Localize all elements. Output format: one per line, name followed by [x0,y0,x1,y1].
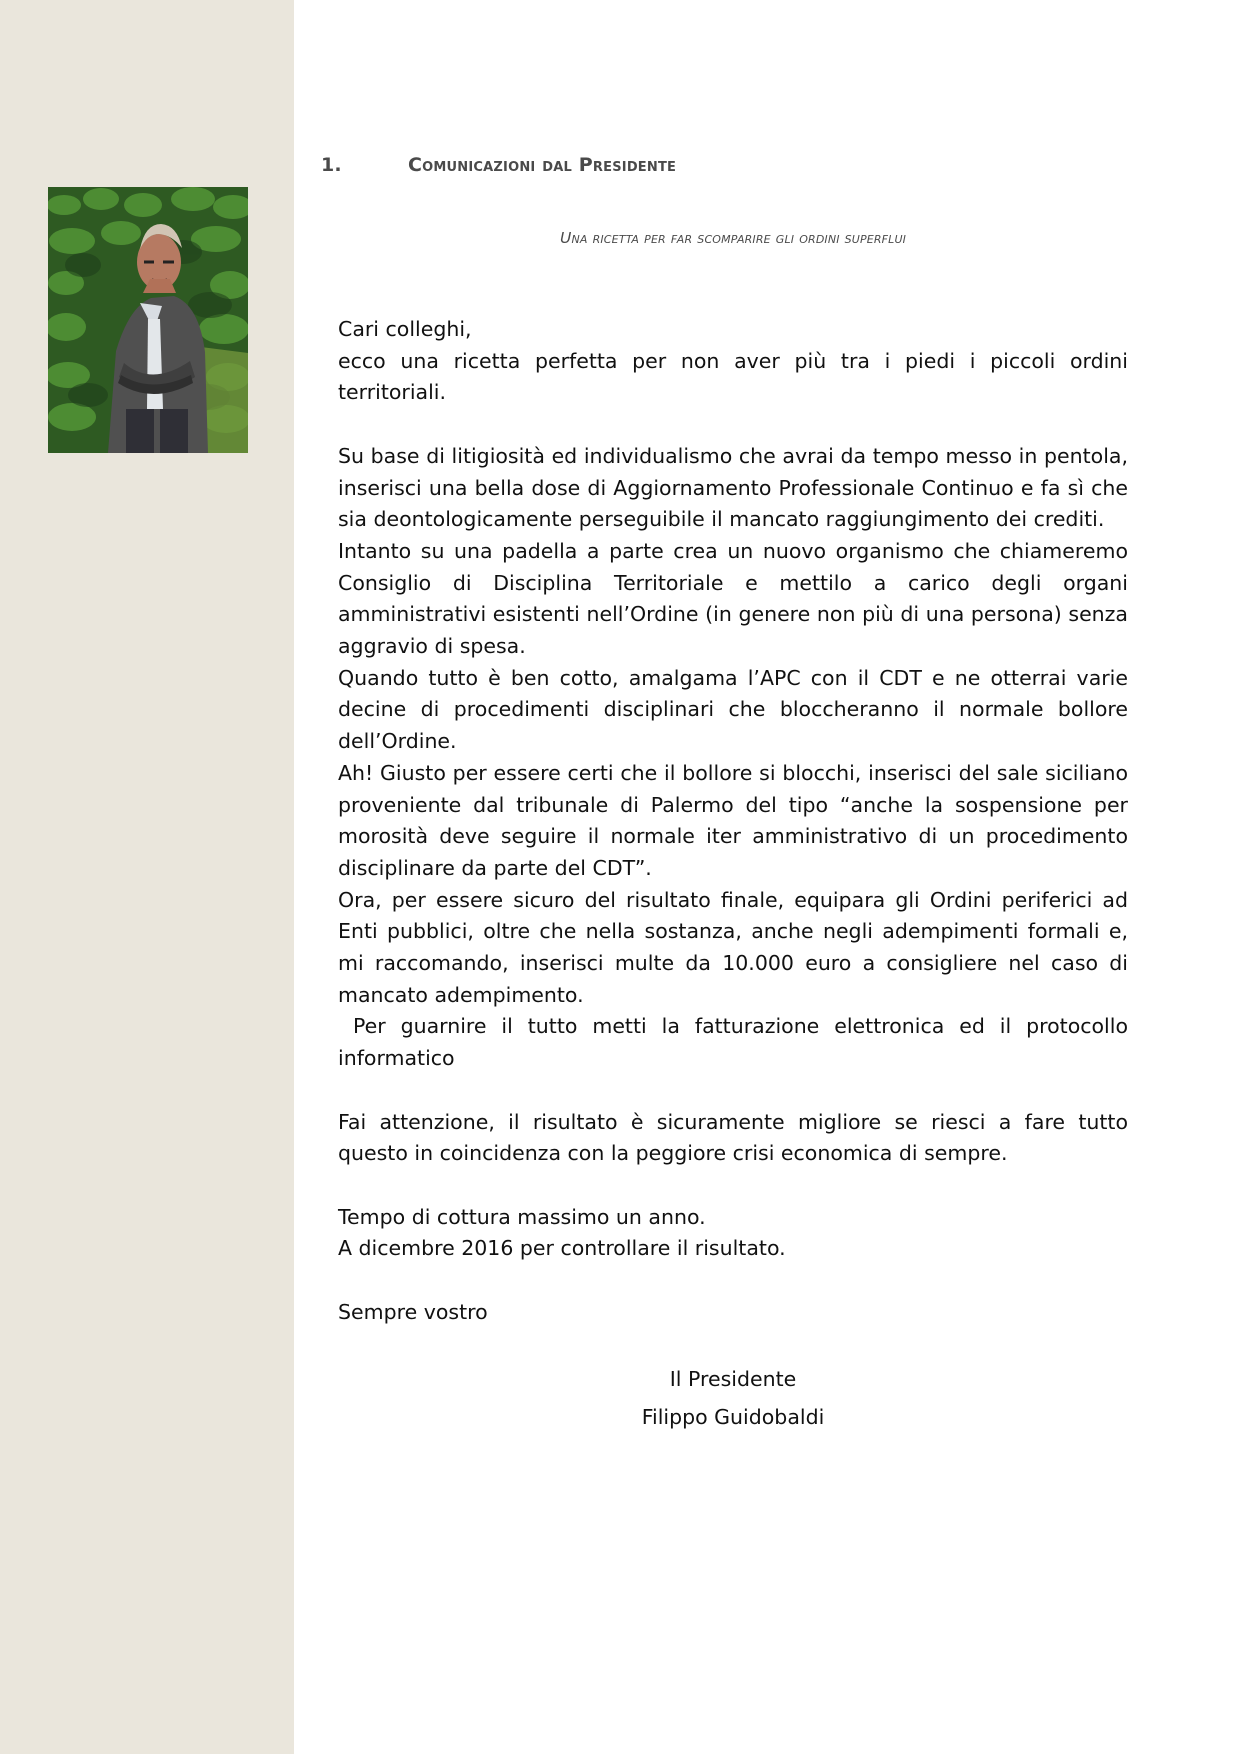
recipe-paragraph-three: Quando tutto è ben cotto, amalgama l’APC con il CDT e ne otterrai varie decine di procedimenti disciplinari che bloccheranno il normale bollore dell’Ordine. [338,665,1128,754]
section-number: 1. [321,154,342,176]
section-title: Comunicazioni dal Presidente [408,154,677,176]
president-photo [48,187,248,453]
signature-role: Il Presidente [669,1367,797,1392]
recipe-paragraph-five: Ora, per essere sicuro del risultato finale, equipara gli Ordini periferici ad Enti pubblici, oltre che nella sostanza, anche negli adempimenti formali e, mi raccomando, inserisci multe da 10.000 euro a consigliere nel caso di mancato adempimento. [338,887,1128,1007]
recipe-paragraph-six: Per guarnire il tutto metti la fatturazione elettronica ed il protocollo informatico [338,1014,1135,1071]
presidential-letter [338,314,1135,1436]
article-title [338,225,1128,251]
letter-intro: ecco una ricetta perfetta per non aver più tra i piedi i piccoli ordini territoriali. [338,348,1128,405]
result-check: A dicembre 2016 per controllare il risultato. [338,1236,786,1261]
recipe-paragraph-two: Intanto su una padella a parte crea un nuovo organismo che chiameremo Consiglio di Disciplina Territoriale e mettilo a carico degli organi amministrativi esistenti nell’Ordine (in genere non più di una persona) senza aggravio di spesa. [338,538,1128,659]
letter-warning: Fai attenzione, il risultato è sicuramente migliore se riesci a fare tutto questo in coincidenza con la peggiore crisi economica di sempre. [338,1109,1128,1166]
letter-greeting: Cari colleghi, [338,317,472,341]
signature-block [338,1360,1128,1436]
section-heading [321,152,1121,178]
article-title-text: Una ricetta per far scomparire gli ordini superflui [559,229,907,247]
president-photo-illustration [48,187,248,453]
recipe-paragraph-one: Su base di litigiosità ed individualismo che avrai da tempo messo in pentola, inserisci una bella dose di Aggiornamento Professionale Continuo e fa sì che sia deontologicamente perseguibile il mancato raggiungimento dei crediti. [338,443,1128,532]
recipe-paragraph-four: Ah! Giusto per essere certi che il bollore si blocchi, inserisci del sale siciliano proveniente dal tribunale di Palermo del tipo “anche la sospensione per morosità deve seguire il normale iter amministrativo di un procedimento disciplinare da parte del CDT”. [338,760,1128,880]
cooking-time: Tempo di cottura massimo un anno. [338,1204,706,1229]
letter-closing: Sempre vostro [338,1299,488,1324]
signature-name: Filippo Guidobaldi [641,1405,825,1430]
